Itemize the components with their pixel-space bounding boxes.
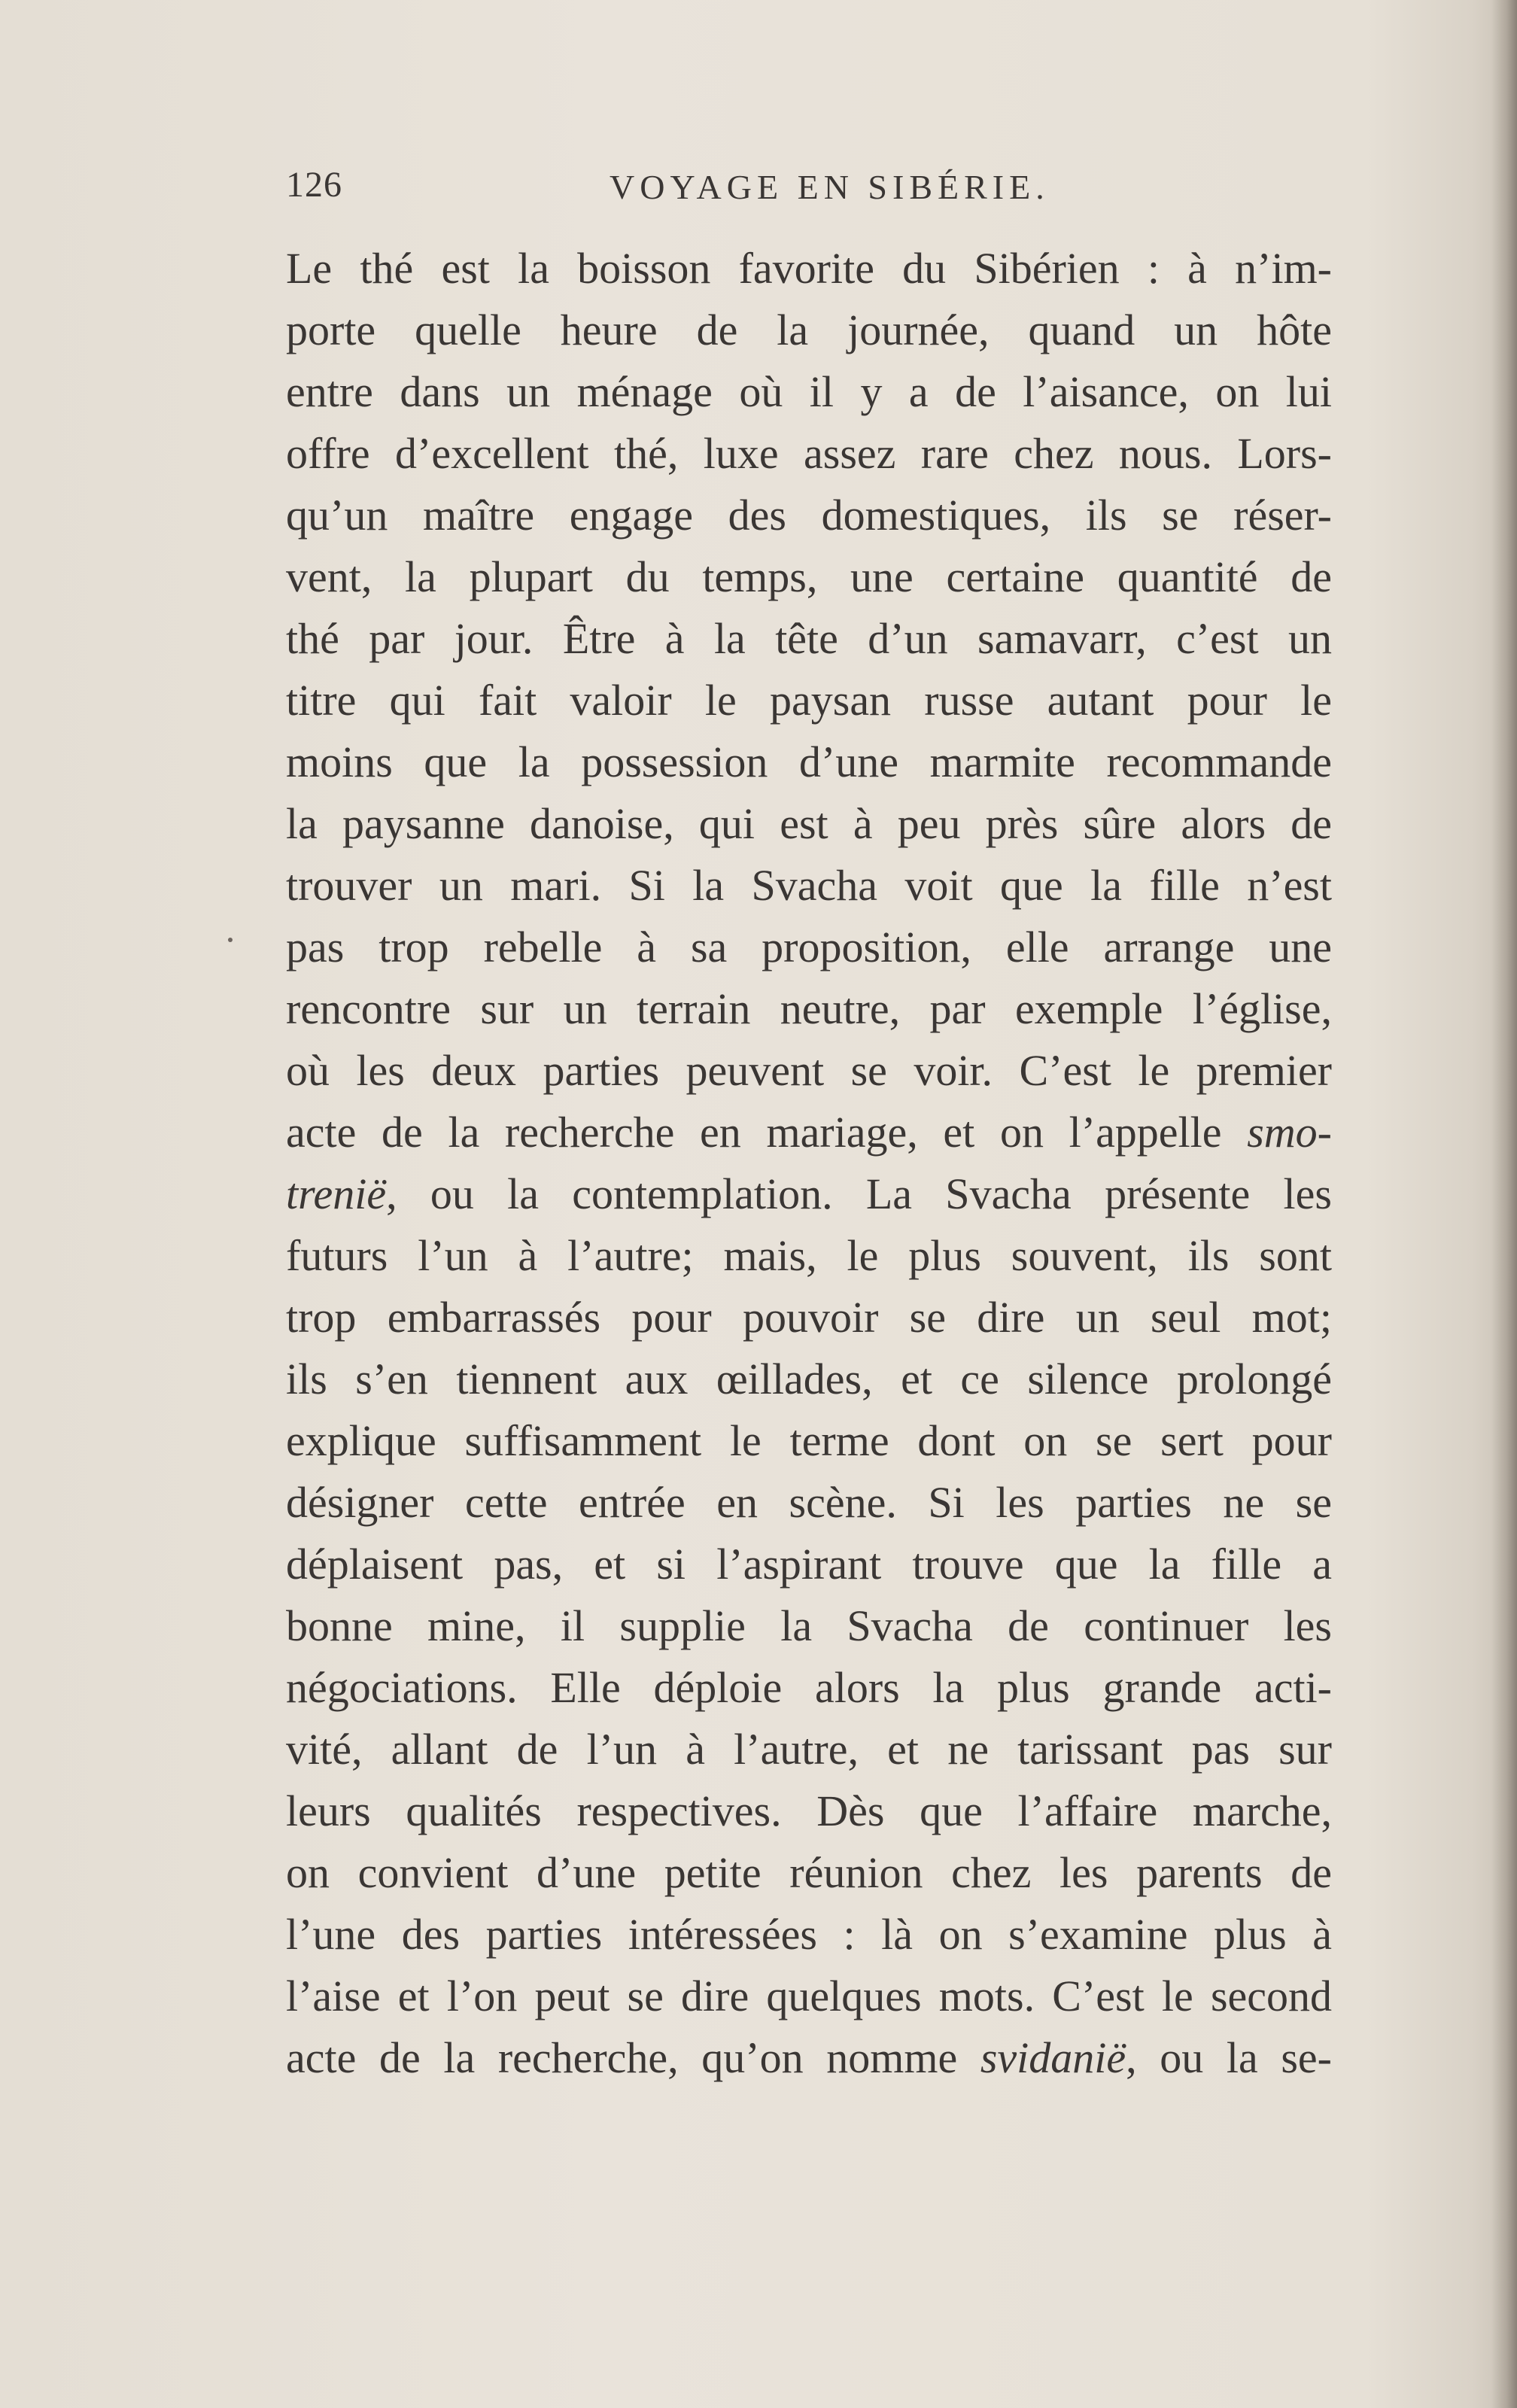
text-line: offre d’excellent thé, luxe assez rare chez nous. Lors-	[286, 429, 1332, 478]
text-line: leurs qualités respectives. Dès que l’affaire marche,	[286, 1786, 1332, 1835]
text-line: la paysanne danoise, qui est à peu près sûre alors de	[286, 799, 1332, 848]
text-line: moins que la possession d’une marmite recommande	[286, 737, 1332, 786]
text-line: on convient d’une petite réunion chez les parents de	[286, 1848, 1332, 1897]
text-line: trop embarrassés pour pouvoir se dire un seul mot;	[286, 1293, 1332, 1342]
text-line: acte de la recherche, qu’on nomme svidaniё, ou la se-	[286, 2033, 1332, 2082]
text-line: pas trop rebelle à sa proposition, elle arrange une	[286, 923, 1332, 971]
text-line: explique suffisamment le terme dont on se sert pour	[286, 1416, 1332, 1465]
italic-term: svidaniё	[980, 2033, 1126, 2082]
page-number: 126	[286, 165, 342, 205]
text-line: désigner cette entrée en scène. Si les parties ne se	[286, 1478, 1332, 1527]
text-line: trouver un mari. Si la Svacha voit que la fille n’est	[286, 861, 1332, 910]
text-line: entre dans un ménage où il y a de l’aisance, on lui	[286, 367, 1332, 416]
page-edge-shadow	[1491, 0, 1517, 2408]
text-line: ils s’en tiennent aux œillades, et ce silence prolongé	[286, 1354, 1332, 1403]
text-line: bonne mine, il supplie la Svacha de continuer les	[286, 1601, 1332, 1650]
text-line: déplaisent pas, et si l’aspirant trouve que la fille a	[286, 1540, 1332, 1589]
text-line: où les deux parties peuvent se voir. C’est le premier	[286, 1046, 1332, 1095]
margin-speck	[228, 938, 233, 942]
text-line: titre qui fait valoir le paysan russe autant pour le	[286, 676, 1332, 725]
italic-term: smo-	[1247, 1108, 1332, 1157]
text-line: vent, la plupart du temps, une certaine quantité de	[286, 552, 1332, 601]
text-line: thé par jour. Être à la tête d’un samavarr, c’est un	[286, 614, 1332, 663]
text-line: l’une des parties intéressées : là on s’examine plus à	[286, 1910, 1332, 1959]
text-line: l’aise et l’on peut se dire quelques mots. C’est le second	[286, 1972, 1332, 2020]
text-line: acte de la recherche en mariage, et on l’appelle smo-	[286, 1108, 1332, 1157]
text-line: rencontre sur un terrain neutre, par exemple l’église,	[286, 984, 1332, 1033]
text-line: trenië, ou la contemplation. La Svacha présente les	[286, 1169, 1332, 1218]
text-line: futurs l’un à l’autre; mais, le plus souvent, ils sont	[286, 1231, 1332, 1280]
italic-term: trenië	[286, 1169, 387, 1218]
page-header	[286, 164, 1332, 217]
running-title: VOYAGE EN SIBÉRIE.	[610, 168, 1050, 206]
text-line: Le thé est la boisson favorite du Sibérien : à n’im-	[286, 244, 1332, 293]
text-line: négociations. Elle déploie alors la plus grande acti-	[286, 1663, 1332, 1712]
text-line: qu’un maître engage des domestiques, ils se réser-	[286, 491, 1332, 540]
body-text	[286, 238, 1332, 2089]
text-line: vité, allant de l’un à l’autre, et ne tarissant pas sur	[286, 1725, 1332, 1774]
text-line: porte quelle heure de la journée, quand un hôte	[286, 306, 1332, 354]
